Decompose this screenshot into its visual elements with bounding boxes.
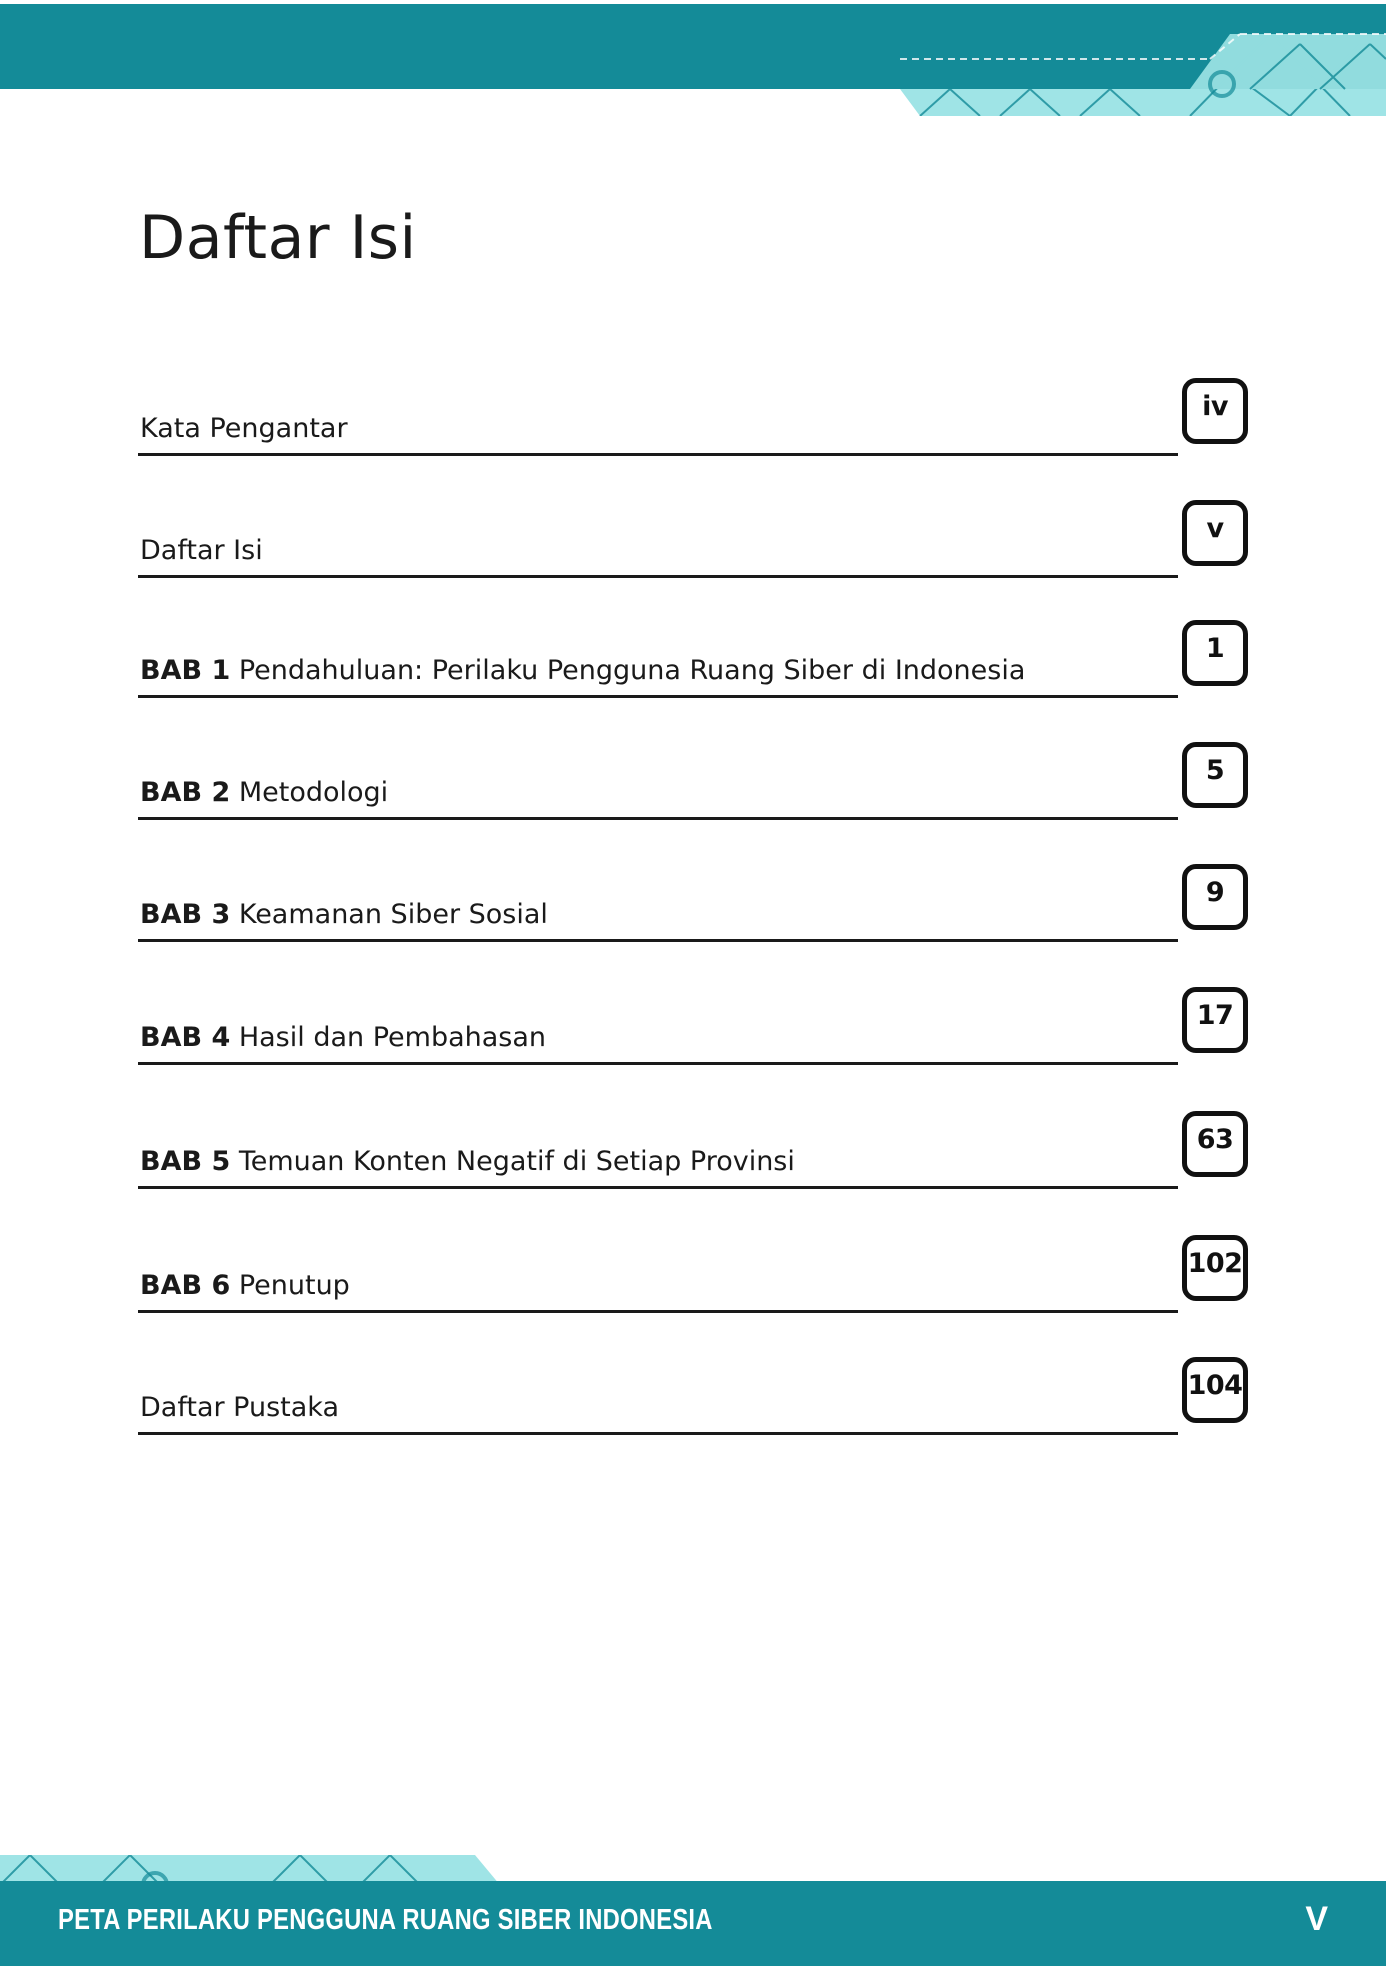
toc-page-number: v [1182,500,1248,566]
toc-page-number: 1 [1182,620,1248,686]
toc-entry-label: Daftar Isi [140,535,263,566]
toc-page-number: 17 [1182,987,1248,1053]
toc-entry-rule [138,1310,1178,1313]
toc-entry-bab-3[interactable] [138,864,1248,944]
toc-entry-label: BAB 5 Temuan Konten Negatif di Setiap Provinsi [140,1146,795,1177]
toc-entry-rule [138,575,1178,578]
toc-entry-rule [138,817,1178,820]
toc-entry-daftar-pustaka[interactable] [138,1357,1248,1437]
toc-entry-kata-pengantar[interactable] [138,378,1248,458]
page-title: Daftar Isi [139,203,417,273]
toc-entry-bab-1[interactable] [138,620,1248,700]
toc-entry-daftar-isi[interactable] [138,500,1248,580]
toc-page-number: 9 [1182,864,1248,930]
toc-entry-label: Kata Pengantar [140,413,348,444]
toc-page-number: iv [1182,378,1248,444]
toc-entry-bab-2[interactable] [138,742,1248,822]
footer-book-title: PETA PERILAKU PENGGUNA RUANG SIBER INDONESIA [58,1904,713,1936]
footer-page-number: V [1305,1900,1328,1938]
header-decoration-icon [890,4,1386,116]
toc-entry-rule [138,1186,1178,1189]
toc-page-number: 102 [1182,1235,1248,1301]
toc-entry-label: BAB 1 Pendahuluan: Perilaku Pengguna Ruang Siber di Indonesia [140,655,1026,686]
toc-entry-bab-6[interactable] [138,1235,1248,1315]
toc-entry-label: BAB 6 Penutup [140,1270,350,1301]
toc-entry-rule [138,695,1178,698]
toc-entry-label: Daftar Pustaka [140,1392,340,1423]
toc-entry-rule [138,1062,1178,1065]
toc-entry-bab-5[interactable] [138,1111,1248,1191]
toc-entry-label: BAB 3 Keamanan Siber Sosial [140,899,548,930]
toc-page-number: 63 [1182,1111,1248,1177]
toc-entry-bab-4[interactable] [138,987,1248,1067]
toc-page-number: 104 [1182,1357,1248,1423]
toc-page-number: 5 [1182,742,1248,808]
toc-entry-rule [138,453,1178,456]
toc-entry-label: BAB 2 Metodologi [140,777,389,808]
toc-entry-label: BAB 4 Hasil dan Pembahasan [140,1022,547,1053]
toc-entry-rule [138,1432,1178,1435]
toc-entry-rule [138,939,1178,942]
